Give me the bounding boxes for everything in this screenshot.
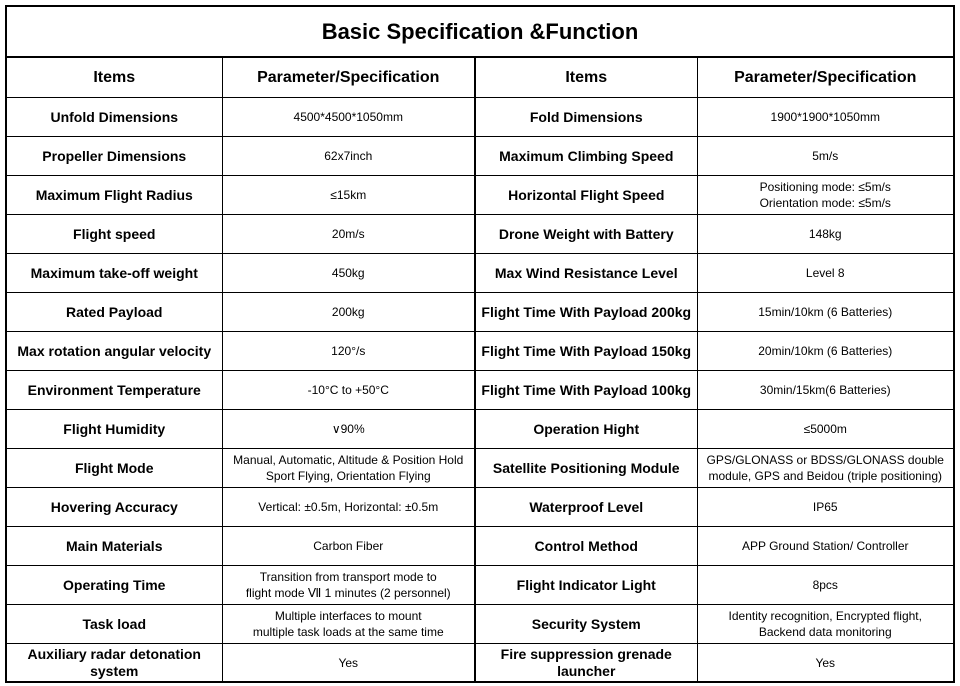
item-label-left — [7, 644, 222, 683]
table-row — [7, 410, 953, 449]
item-label-left-line: Main Materials — [66, 537, 163, 554]
spec-value-left-line: 62x7inch — [324, 149, 373, 163]
spec-value-left — [222, 332, 475, 371]
spec-value-left-line: Sport Flying, Orientation Flying — [265, 469, 431, 483]
spec-value-left-line: ∨90% — [331, 422, 365, 436]
item-label-left-line: Unfold Dimensions — [50, 108, 179, 125]
spec-value-left-line: Carbon Fiber — [313, 539, 384, 553]
spec-value-right-line: IP65 — [812, 500, 838, 514]
table-row — [7, 215, 953, 254]
item-label-right-line: Drone Weight with Battery — [498, 225, 674, 242]
item-label-left — [7, 176, 222, 215]
item-label-right-line: Waterproof Level — [529, 498, 644, 515]
spec-value-left — [222, 176, 475, 215]
item-label-left-line: Task load — [82, 615, 147, 632]
spec-value-left — [222, 449, 475, 488]
spec-value-right — [697, 410, 953, 449]
item-label-right — [475, 137, 697, 176]
spec-value-left-line: Manual, Automatic, Altitude & Position Hold — [233, 453, 464, 467]
spec-value-right-line: 15min/10km (6 Batteries) — [758, 305, 893, 319]
item-label-left-line: Auxiliary radar detonation — [27, 646, 201, 662]
item-label-right-line: Maximum Climbing Speed — [499, 147, 674, 164]
header-param-right: Parameter/Specification — [697, 58, 953, 98]
spec-value-left — [222, 98, 475, 137]
item-label-left — [7, 488, 222, 527]
spec-value-right-line: Level 8 — [805, 266, 845, 280]
spec-value-left — [222, 566, 475, 605]
header-row — [7, 58, 953, 98]
spec-value-right-line: 20min/10km (6 Batteries) — [758, 344, 893, 358]
item-label-right — [475, 644, 697, 683]
spec-value-right — [697, 215, 953, 254]
table-row — [7, 254, 953, 293]
spec-value-left — [222, 410, 475, 449]
spec-value-right — [697, 176, 953, 215]
item-label-left-line: Propeller Dimensions — [42, 147, 187, 164]
item-label-left-line: Maximum Flight Radius — [35, 186, 193, 203]
spec-value-right — [697, 137, 953, 176]
spec-value-left-line: 20m/s — [331, 227, 365, 241]
spec-value-left-line: 4500*4500*1050mm — [293, 110, 403, 124]
spec-value-left-line: Yes — [338, 656, 359, 670]
item-label-right — [475, 371, 697, 410]
item-label-right — [475, 176, 697, 215]
spec-value-right-line: 5m/s — [812, 149, 839, 163]
spec-value-left-line: 200kg — [331, 305, 365, 319]
item-label-right-line: Flight Indicator Light — [516, 576, 656, 593]
item-label-left — [7, 527, 222, 566]
spec-value-left — [222, 605, 475, 644]
spec-value-right — [697, 371, 953, 410]
item-label-left — [7, 371, 222, 410]
item-label-right-line: Horizontal Flight Speed — [508, 186, 665, 203]
item-label-right-line: Control Method — [534, 537, 638, 554]
spec-value-left — [222, 215, 475, 254]
spec-value-left-line: -10°C to +50°C — [307, 383, 389, 397]
spec-value-left — [222, 488, 475, 527]
item-label-left — [7, 98, 222, 137]
table-row — [7, 176, 953, 215]
spec-value-right-line: 1900*1900*1050mm — [770, 110, 880, 124]
item-label-right — [475, 449, 697, 488]
spec-value-left-line: Vertical: ±0.5m, Horizontal: ±0.5m — [258, 500, 439, 514]
table-row — [7, 293, 953, 332]
item-label-left — [7, 605, 222, 644]
spec-value-left — [222, 644, 475, 683]
item-label-left — [7, 449, 222, 488]
item-label-left — [7, 332, 222, 371]
spec-value-left-line: flight mode Ⅶ 1 minutes (2 personnel) — [245, 586, 451, 600]
item-label-right — [475, 293, 697, 332]
item-label-right-line: Fold Dimensions — [529, 108, 643, 125]
table-row — [7, 527, 953, 566]
spec-value-right-line: Orientation mode: ≤5m/s — [759, 196, 891, 210]
spec-value-right-line: APP Ground Station/ Controller — [741, 539, 909, 553]
item-label-right-line: launcher — [557, 663, 616, 679]
spec-value-left-line: 120°/s — [331, 344, 366, 358]
item-label-left — [7, 293, 222, 332]
item-label-right — [475, 566, 697, 605]
spec-value-right — [697, 254, 953, 293]
item-label-left-line: Maximum take-off weight — [30, 264, 198, 281]
spec-value-left — [222, 137, 475, 176]
item-label-left-line: Environment Temperature — [27, 381, 201, 398]
item-label-right — [475, 605, 697, 644]
spec-value-left — [222, 293, 475, 332]
item-label-left — [7, 566, 222, 605]
page-title: Basic Specification &Function — [7, 7, 953, 58]
item-label-left — [7, 137, 222, 176]
spec-value-right-line: Yes — [815, 656, 836, 670]
item-label-right-line: Flight Time With Payload 100kg — [481, 381, 692, 398]
item-label-right-line: Satellite Positioning Module — [492, 459, 680, 476]
item-label-left — [7, 410, 222, 449]
spec-value-left — [222, 254, 475, 293]
item-label-right — [475, 98, 697, 137]
spec-value-right-line: 30min/15km(6 Batteries) — [759, 383, 891, 397]
spec-value-right — [697, 332, 953, 371]
header-items-right: Items — [475, 58, 697, 98]
spec-value-left-line: ≤15km — [330, 188, 367, 202]
spec-value-right — [697, 566, 953, 605]
spec-value-right — [697, 449, 953, 488]
item-label-right-line: Security System — [531, 615, 641, 632]
table-row — [7, 566, 953, 605]
spec-value-right-line: Backend data monitoring — [758, 625, 892, 639]
table-row — [7, 371, 953, 410]
item-label-right — [475, 410, 697, 449]
table-row — [7, 332, 953, 371]
table-row — [7, 605, 953, 644]
table-row — [7, 137, 953, 176]
header-param-left: Parameter/Specification — [222, 58, 475, 98]
spec-value-left — [222, 527, 475, 566]
item-label-left-line: system — [90, 663, 139, 679]
table-row — [7, 98, 953, 137]
item-label-right-line: Flight Time With Payload 200kg — [481, 303, 692, 320]
spec-value-right — [697, 644, 953, 683]
item-label-left-line: Flight speed — [73, 225, 156, 242]
item-label-right-line: Fire suppression grenade — [500, 646, 672, 662]
table-row — [7, 449, 953, 488]
spec-value-left-line: 450kg — [331, 266, 365, 280]
item-label-left-line: Max rotation angular velocity — [17, 342, 212, 359]
item-label-left — [7, 254, 222, 293]
spec-value-right — [697, 527, 953, 566]
spec-value-right-line: Identity recognition, Encrypted flight, — [728, 609, 922, 623]
spec-value-right — [697, 98, 953, 137]
item-label-right — [475, 527, 697, 566]
item-label-right — [475, 332, 697, 371]
item-label-left-line: Flight Mode — [74, 459, 154, 476]
item-label-right — [475, 215, 697, 254]
spec-value-right-line: module, GPS and Beidou (triple positioning) — [708, 469, 942, 483]
item-label-left-line: Flight Humidity — [63, 420, 166, 437]
item-label-right-line: Flight Time With Payload 150kg — [481, 342, 692, 359]
item-label-right-line: Operation Hight — [533, 420, 640, 437]
spec-value-left — [222, 371, 475, 410]
item-label-left — [7, 215, 222, 254]
spec-value-left-line: multiple task loads at the same time — [252, 625, 444, 639]
table-row — [7, 488, 953, 527]
item-label-right-line: Max Wind Resistance Level — [494, 264, 678, 281]
spec-value-right-line: 8pcs — [812, 578, 838, 592]
item-label-right — [475, 254, 697, 293]
spec-value-left-line: Transition from transport mode to — [259, 570, 437, 584]
spec-value-right-line: GPS/GLONASS or BDSS/GLONASS double — [706, 453, 944, 467]
table-row — [7, 644, 953, 683]
item-label-left-line: Hovering Accuracy — [50, 498, 178, 515]
spec-value-right — [697, 293, 953, 332]
spec-value-left-line: Multiple interfaces to mount — [274, 609, 422, 623]
spec-sheet — [5, 5, 955, 683]
spec-value-right-line: Positioning mode: ≤5m/s — [759, 180, 891, 194]
item-label-left-line: Rated Payload — [66, 303, 163, 320]
item-label-left-line: Operating Time — [63, 576, 166, 593]
spec-value-right-line: ≤5000m — [803, 422, 847, 436]
item-label-right — [475, 488, 697, 527]
spec-table — [7, 58, 953, 682]
spec-value-right — [697, 605, 953, 644]
header-items-left: Items — [7, 58, 222, 98]
spec-value-right-line: 148kg — [808, 227, 842, 241]
spec-value-right — [697, 488, 953, 527]
